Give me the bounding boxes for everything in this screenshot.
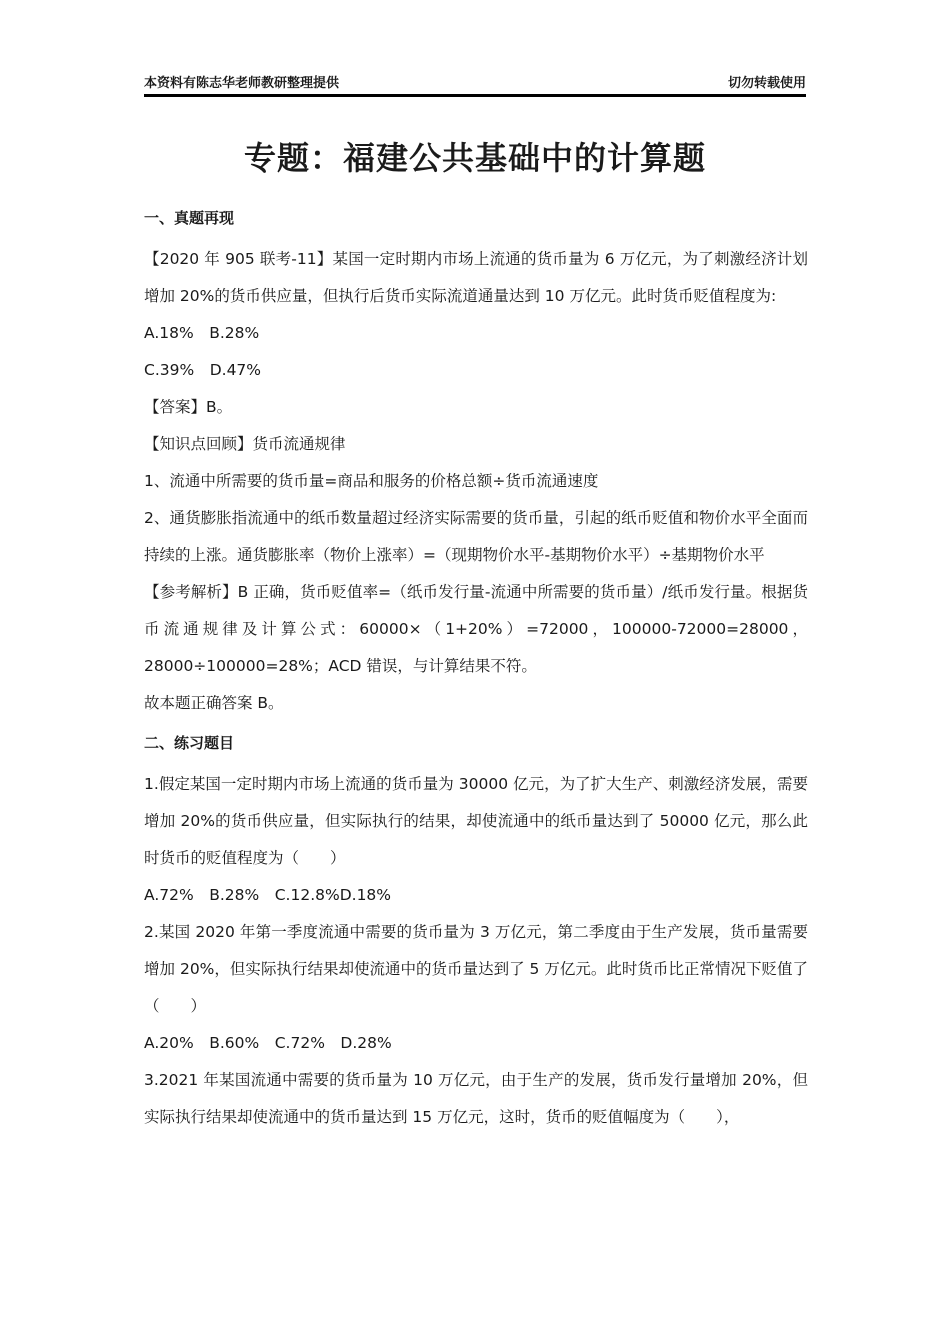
knowledge-review: 【知识点回顾】货币流通规律 <box>144 435 346 453</box>
knowledge-point-1: 1、流通中所需要的货币量=商品和服务的价格总额÷货币流通速度 <box>144 472 599 490</box>
practice-question-1: 1.假定某国一定时期内市场上流通的货币量为 30000 亿元，为了扩大生产、刺激经济发展，需要增加 20%的货币供应量，但实际执行的结果，却使流通中的纸币量达到了 50000 亿元，那么此时货币的贬值程度为（ ） <box>144 775 808 867</box>
practice-options-2: A.20% B.60% C.72% D.28% <box>144 1034 392 1052</box>
header-notice-text: 切勿转载使用 <box>727 76 806 91</box>
practice-question-3: 3.2021 年某国流通中需要的货币量为 10 万亿元，由于生产的发展，货币发行量增加 20%，但实际执行结果却使流通中的货币量达到 15 万亿元，这时，货币的贬值幅度为（ ）， <box>144 1071 808 1126</box>
practice-question-2: 2.某国 2020 年第一季度流通中需要的货币量为 3 万亿元，第二季度由于生产发展，货币量需要增加 20%，但实际执行结果却使流通中的货币量达到了 5 万亿元。此时货币比正常情况下贬值了（ ） <box>144 923 808 1015</box>
section-heading-1: 一、真题再现 <box>144 209 235 227</box>
section-heading-2: 二、练习题目 <box>144 734 235 752</box>
exam-question: 【2020 年 905 联考-11】某国一定时期内市场上流通的货币量为 6 万亿元，为了刺激经济计划增加 20%的货币供应量，但执行后货币实际流道通量达到 10 万亿元。此时货币贬值程度为: <box>144 250 808 305</box>
conclusion: 故本题正确答案 B。 <box>144 694 284 712</box>
exam-options-ab: A.18% B.28% <box>144 324 260 342</box>
exam-options-cd: C.39% D.47% <box>144 361 262 379</box>
exam-answer: 【答案】B。 <box>144 398 233 416</box>
page-header <box>144 70 806 92</box>
page-title: 专题：福建公共基础中的计算题 <box>243 139 706 177</box>
reference-analysis: 【参考解析】B 正确，货币贬值率=（纸币发行量-流通中所需要的货币量）/纸币发行量。根据货币流通规律及计算公式：60000×（1+20%）=72000，100000-72000=28000，28000÷100000=28%；ACD 错误，与计算结果不符。 <box>144 583 808 675</box>
knowledge-point-2: 2、通货膨胀指流通中的纸币数量超过经济实际需要的货币量，引起的纸币贬值和物价水平全面而持续的上涨。通货膨胀率（物价上涨率）=（现期物价水平-基期物价水平）÷基期物价水平 <box>144 509 808 564</box>
practice-options-1: A.72% B.28% C.12.8%D.18% <box>144 886 392 904</box>
header-divider <box>144 94 806 97</box>
document-body <box>144 205 808 1136</box>
header-source-text: 本资料有陈志华老师教研整理提供 <box>144 76 340 91</box>
